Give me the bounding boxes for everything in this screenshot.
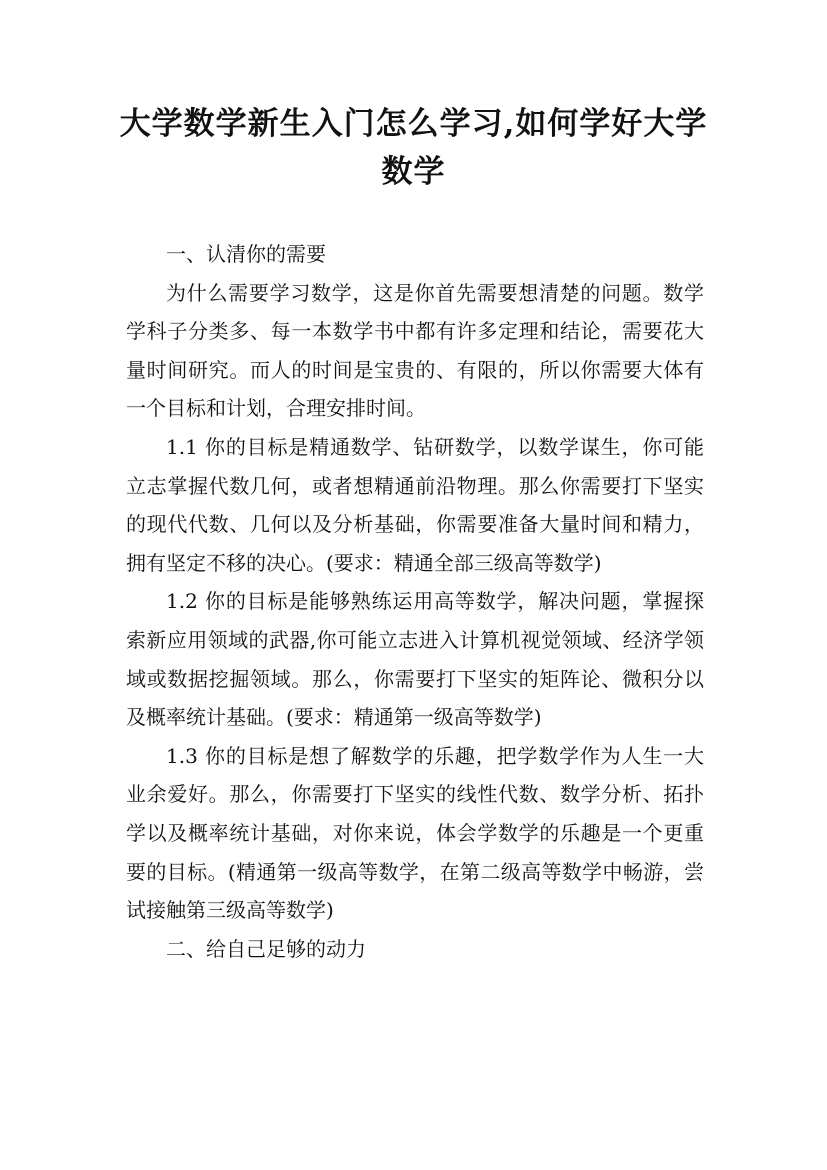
paragraph-intro: 为什么需要学习数学，这是你首先需要想清楚的问题。数学学科子分类多、每一本数学书中都有许多定理和结论，需要花大量时间研究。而人的时间是宝贵的、有限的，所以你需要大体有一个目标和计划，合理安排时间。 xyxy=(126,280,704,421)
section-heading-1: 一、认清你的需要 xyxy=(166,242,326,266)
title-line-1: 大学数学新生入门怎么学习,如何学好大学 xyxy=(119,106,708,142)
paragraph-goal-1-1: 1.1 你的目标是精通数学、钻研数学，以数学谋生，你可能立志掌握代数几何，或者想精通前沿物理。那么你需要打下坚实的现代代数、几何以及分析基础，你需要准备大量时间和精力，拥有坚定不移的决心。(要求：精通全部三级高等数学) xyxy=(126,434,704,575)
section-heading-2: 二、给自己足够的动力 xyxy=(166,936,366,961)
title-line-2: 数学 xyxy=(381,154,446,190)
document-title xyxy=(110,100,717,196)
paragraph-goal-1-3: 1.3 你的目标是想了解数学的乐趣，把学数学作为人生一大业余爱好。那么，你需要打下坚实的线性代数、数学分析、拓扑学以及概率统计基础，对你来说，体会学数学的乐趣是一个更重要的目标。(精通第一级高等数学，在第二级高等数学中畅游，尝试接触第三级高等数学) xyxy=(126,743,704,923)
document-body xyxy=(126,235,704,968)
paragraph-goal-1-2: 1.2 你的目标是能够熟练运用高等数学，解决问题，掌握探索新应用领域的武器,你可能立志进入计算机视觉领域、经济学领域或数据挖掘领域。那么，你需要打下坚实的矩阵论、微积分以及概率统计基础。(要求：精通第一级高等数学) xyxy=(126,589,704,730)
